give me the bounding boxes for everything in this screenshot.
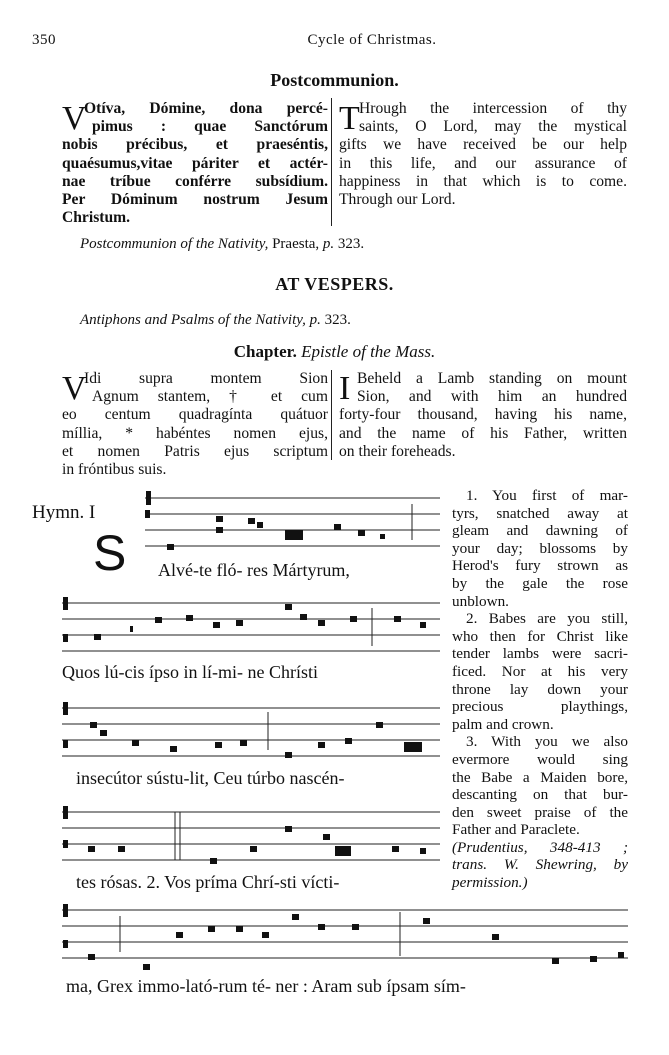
translation-line: palm and crown. — [452, 715, 554, 733]
chapter-english-line: and the name of his Father, written — [339, 424, 627, 442]
english-drop-initial: T — [339, 100, 360, 137]
running-title: Cycle of Christmas. — [307, 32, 437, 48]
rubric-page-italic: p. — [322, 236, 335, 252]
translation-line: 2. Babes are you still, — [466, 610, 628, 628]
chapter-latin-line: Idi supra montem Sion — [84, 370, 328, 387]
english-line: Through our Lord. — [339, 191, 456, 209]
hymn-lyric-line: Alvé-te fló- res Mártyrum, — [158, 560, 350, 580]
vespers-rubric-italic: Antiphons and Psalms of the Nativity, p. — [80, 312, 321, 328]
translation-line: den sweet praise of the — [452, 803, 628, 821]
translation-line: 3. With you we also — [466, 733, 628, 751]
chapter-latin-initial: V — [62, 370, 87, 407]
translation-line: tender lambs were sacri- — [452, 645, 628, 663]
vespers-rubric-page: 323. — [320, 312, 351, 328]
rubric-italic: Postcommunion of the Nativity, — [80, 236, 269, 252]
translation-line: precious playthings, — [452, 698, 628, 716]
chapter-latin-line: eo centum quadragínta quátuor — [62, 406, 328, 424]
translation-line: ficed. Nor at his very — [452, 662, 628, 680]
translation-line: your day; blossoms by — [452, 539, 628, 557]
page-number: 350 — [32, 32, 56, 48]
latin-line: quaésumus,vitae páriter et actér- — [62, 154, 328, 172]
latin-drop-initial: V — [62, 100, 87, 137]
hymn-lyric-line: ma, Grex immo-lató-rum té- ner : Aram sub ípsam sím- — [66, 976, 466, 996]
hymn-translation — [452, 487, 628, 892]
translation-line: descanting on that bur- — [452, 786, 628, 804]
translation-source-line: permission.) — [452, 874, 528, 892]
vespers-heading: AT VESPERS. — [275, 274, 394, 294]
translation-line: the Babe a Maiden bore, — [452, 768, 628, 786]
chapter-english-line: Beheld a Lamb standing on mount — [357, 370, 627, 387]
chapter-english-initial: I — [339, 370, 351, 407]
rubric-plain: Praesta, — [268, 236, 323, 252]
translation-line: 1. You first of mar- — [466, 487, 628, 504]
translation-line: who then for Christ like — [452, 627, 628, 645]
translation-line: gleam and dawning of — [452, 522, 628, 540]
chapter-english-line: Sion, and with him an hundred — [357, 388, 627, 406]
chapter-english-line: on their foreheads. — [339, 442, 456, 460]
chapter-english-line: forty-four thousand, having his name, — [339, 406, 627, 424]
latin-line: nobis précibus, et praeséntis, — [62, 136, 328, 154]
chapter-heading-italic: Epistle of the Mass. — [296, 342, 436, 361]
hymn-lyric-line: Quos lú-cis ípso in lí-mi- ne Chrísti — [62, 662, 318, 682]
translation-source-line: trans. W. Shewring, by — [452, 856, 628, 874]
translation-line: by the gale the rose — [452, 574, 628, 592]
latin-line: Otíva, Dómine, dona percé- — [84, 100, 328, 117]
chapter-latin-line: Agnum stantem, † et cum — [92, 388, 328, 406]
translation-source-line: (Prudentius, 348-413 ; — [452, 838, 628, 856]
translation-line: unblown. — [452, 592, 509, 610]
english-line: Hrough the intercession of thy — [359, 100, 627, 117]
english-line: happiness in that which is to come. — [339, 172, 627, 190]
translation-line: evermore would sing — [452, 750, 628, 768]
latin-line: Christum. — [62, 209, 131, 227]
hymn-initial: S — [93, 525, 127, 581]
chapter-latin-line: et nomen Patris ejus scriptum — [62, 442, 328, 460]
hymn-lyric-line: tes rósas. 2. Vos príma Chrí-sti vícti- — [76, 872, 340, 892]
latin-line: pimus : quae Sanctórum — [92, 118, 328, 136]
chapter-heading-bold: Chapter. — [233, 342, 297, 361]
hymn-label: Hymn. I — [32, 502, 96, 523]
english-line: in this life, and our assurance of — [339, 154, 627, 172]
translation-line: throne lay down your — [452, 680, 628, 698]
translation-line: tyrs, snatched away at — [452, 504, 628, 522]
translation-line: Father and Paraclete. — [452, 821, 580, 839]
chapter-latin-line: in fróntibus suis. — [62, 461, 167, 479]
english-line: gifts we have received be our help — [339, 136, 627, 154]
hymn-lyric-line: insecútor sústu-lit, Ceu túrbo nascén- — [76, 768, 345, 788]
chapter-latin-line: míllia, * habéntes nomen ejus, — [62, 424, 328, 442]
translation-line: Herod's fury strown as — [452, 557, 628, 575]
english-line: saints, O Lord, may the mystical — [359, 118, 627, 136]
postcommunion-heading: Postcommunion. — [270, 70, 399, 90]
rubric-page: 323. — [334, 236, 365, 252]
latin-line: nae tríbue conférre subsídium. — [62, 172, 328, 190]
latin-line: Per Dóminum nostrum Jesum — [62, 191, 328, 209]
